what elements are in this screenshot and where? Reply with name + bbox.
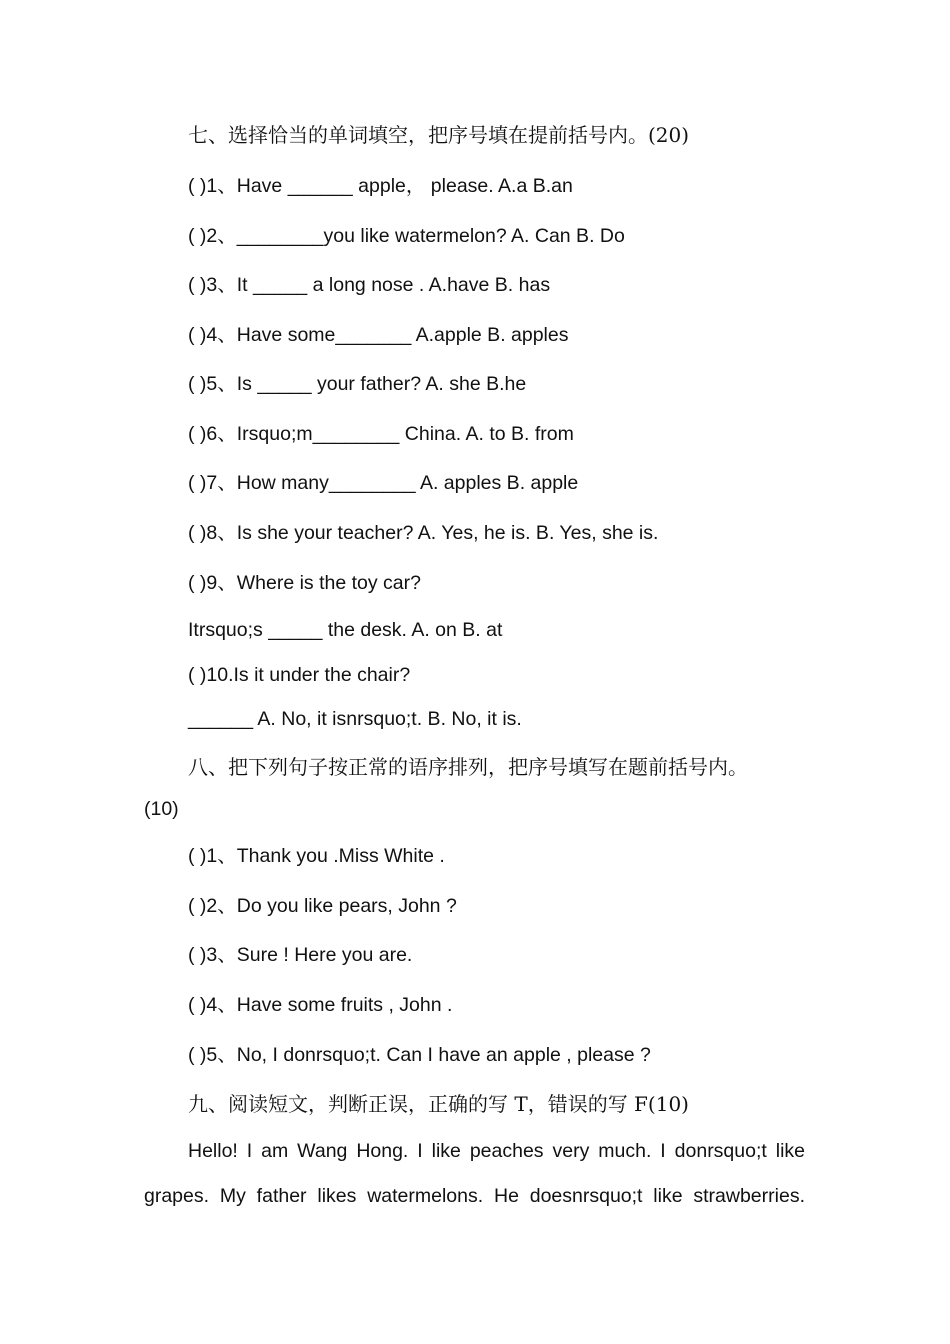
section7-item-7: ( )7、How many________ A. apples B. apple xyxy=(188,472,579,494)
section8-item-1: ( )1、Thank you .Miss White . xyxy=(188,845,445,867)
section8-item-4: ( )4、Have some fruits , John . xyxy=(188,994,453,1016)
section7-item-2: ( )2、________you like watermelon? A. Can B. Do xyxy=(188,225,625,247)
section7-item-1: ( )1、Have ______ apple， please. A.a B.an xyxy=(188,175,573,197)
section9-paragraph-line-2: grapes. My father likes watermelons. He doesnrsquo;t like strawberries. xyxy=(144,1185,805,1207)
section8-item-5: ( )5、No, I donrsquo;t. Can I have an apple , please ? xyxy=(188,1044,651,1066)
section7-item-6: ( )6、Irsquo;m________ China. A. to B. from xyxy=(188,423,574,445)
section7-item-10: ( )10.Is it under the chair? xyxy=(188,664,411,686)
section9-paragraph-line-1: Hello! I am Wang Hong. I like peaches very much. I donrsquo;t like xyxy=(188,1140,805,1162)
section7-heading: 七、选择恰当的单词填空，把序号填在提前括号内。(20) xyxy=(188,123,690,147)
section7-item-3: ( )3、It _____ a long nose . A.have B. has xyxy=(188,274,551,296)
section7-item-5: ( )5、Is _____ your father? A. she B.he xyxy=(188,373,527,395)
section8-heading: 八、把下列句子按正常的语序排列，把序号填写在题前括号内。 xyxy=(188,755,748,779)
section8-item-3: ( )3、Sure ! Here you are. xyxy=(188,944,413,966)
section8-heading-points: (10) xyxy=(144,798,179,820)
section9-heading: 九、阅读短文，判断正误，正确的写 T，错误的写 F(10) xyxy=(188,1092,689,1116)
section7-item-8: ( )8、Is she your teacher? A. Yes, he is. B. Yes, she is. xyxy=(188,522,659,544)
section7-item-9: ( )9、Where is the toy car? xyxy=(188,572,421,594)
section7-item-10-answer: ______ A. No, it isnrsquo;t. B. No, it is. xyxy=(188,708,522,730)
section7-item-4: ( )4、Have some_______ A.apple B. apples xyxy=(188,324,569,346)
section8-item-2: ( )2、Do you like pears, John ? xyxy=(188,895,457,917)
section7-item-9-answer: Itrsquo;s _____ the desk. A. on B. at xyxy=(188,619,503,641)
